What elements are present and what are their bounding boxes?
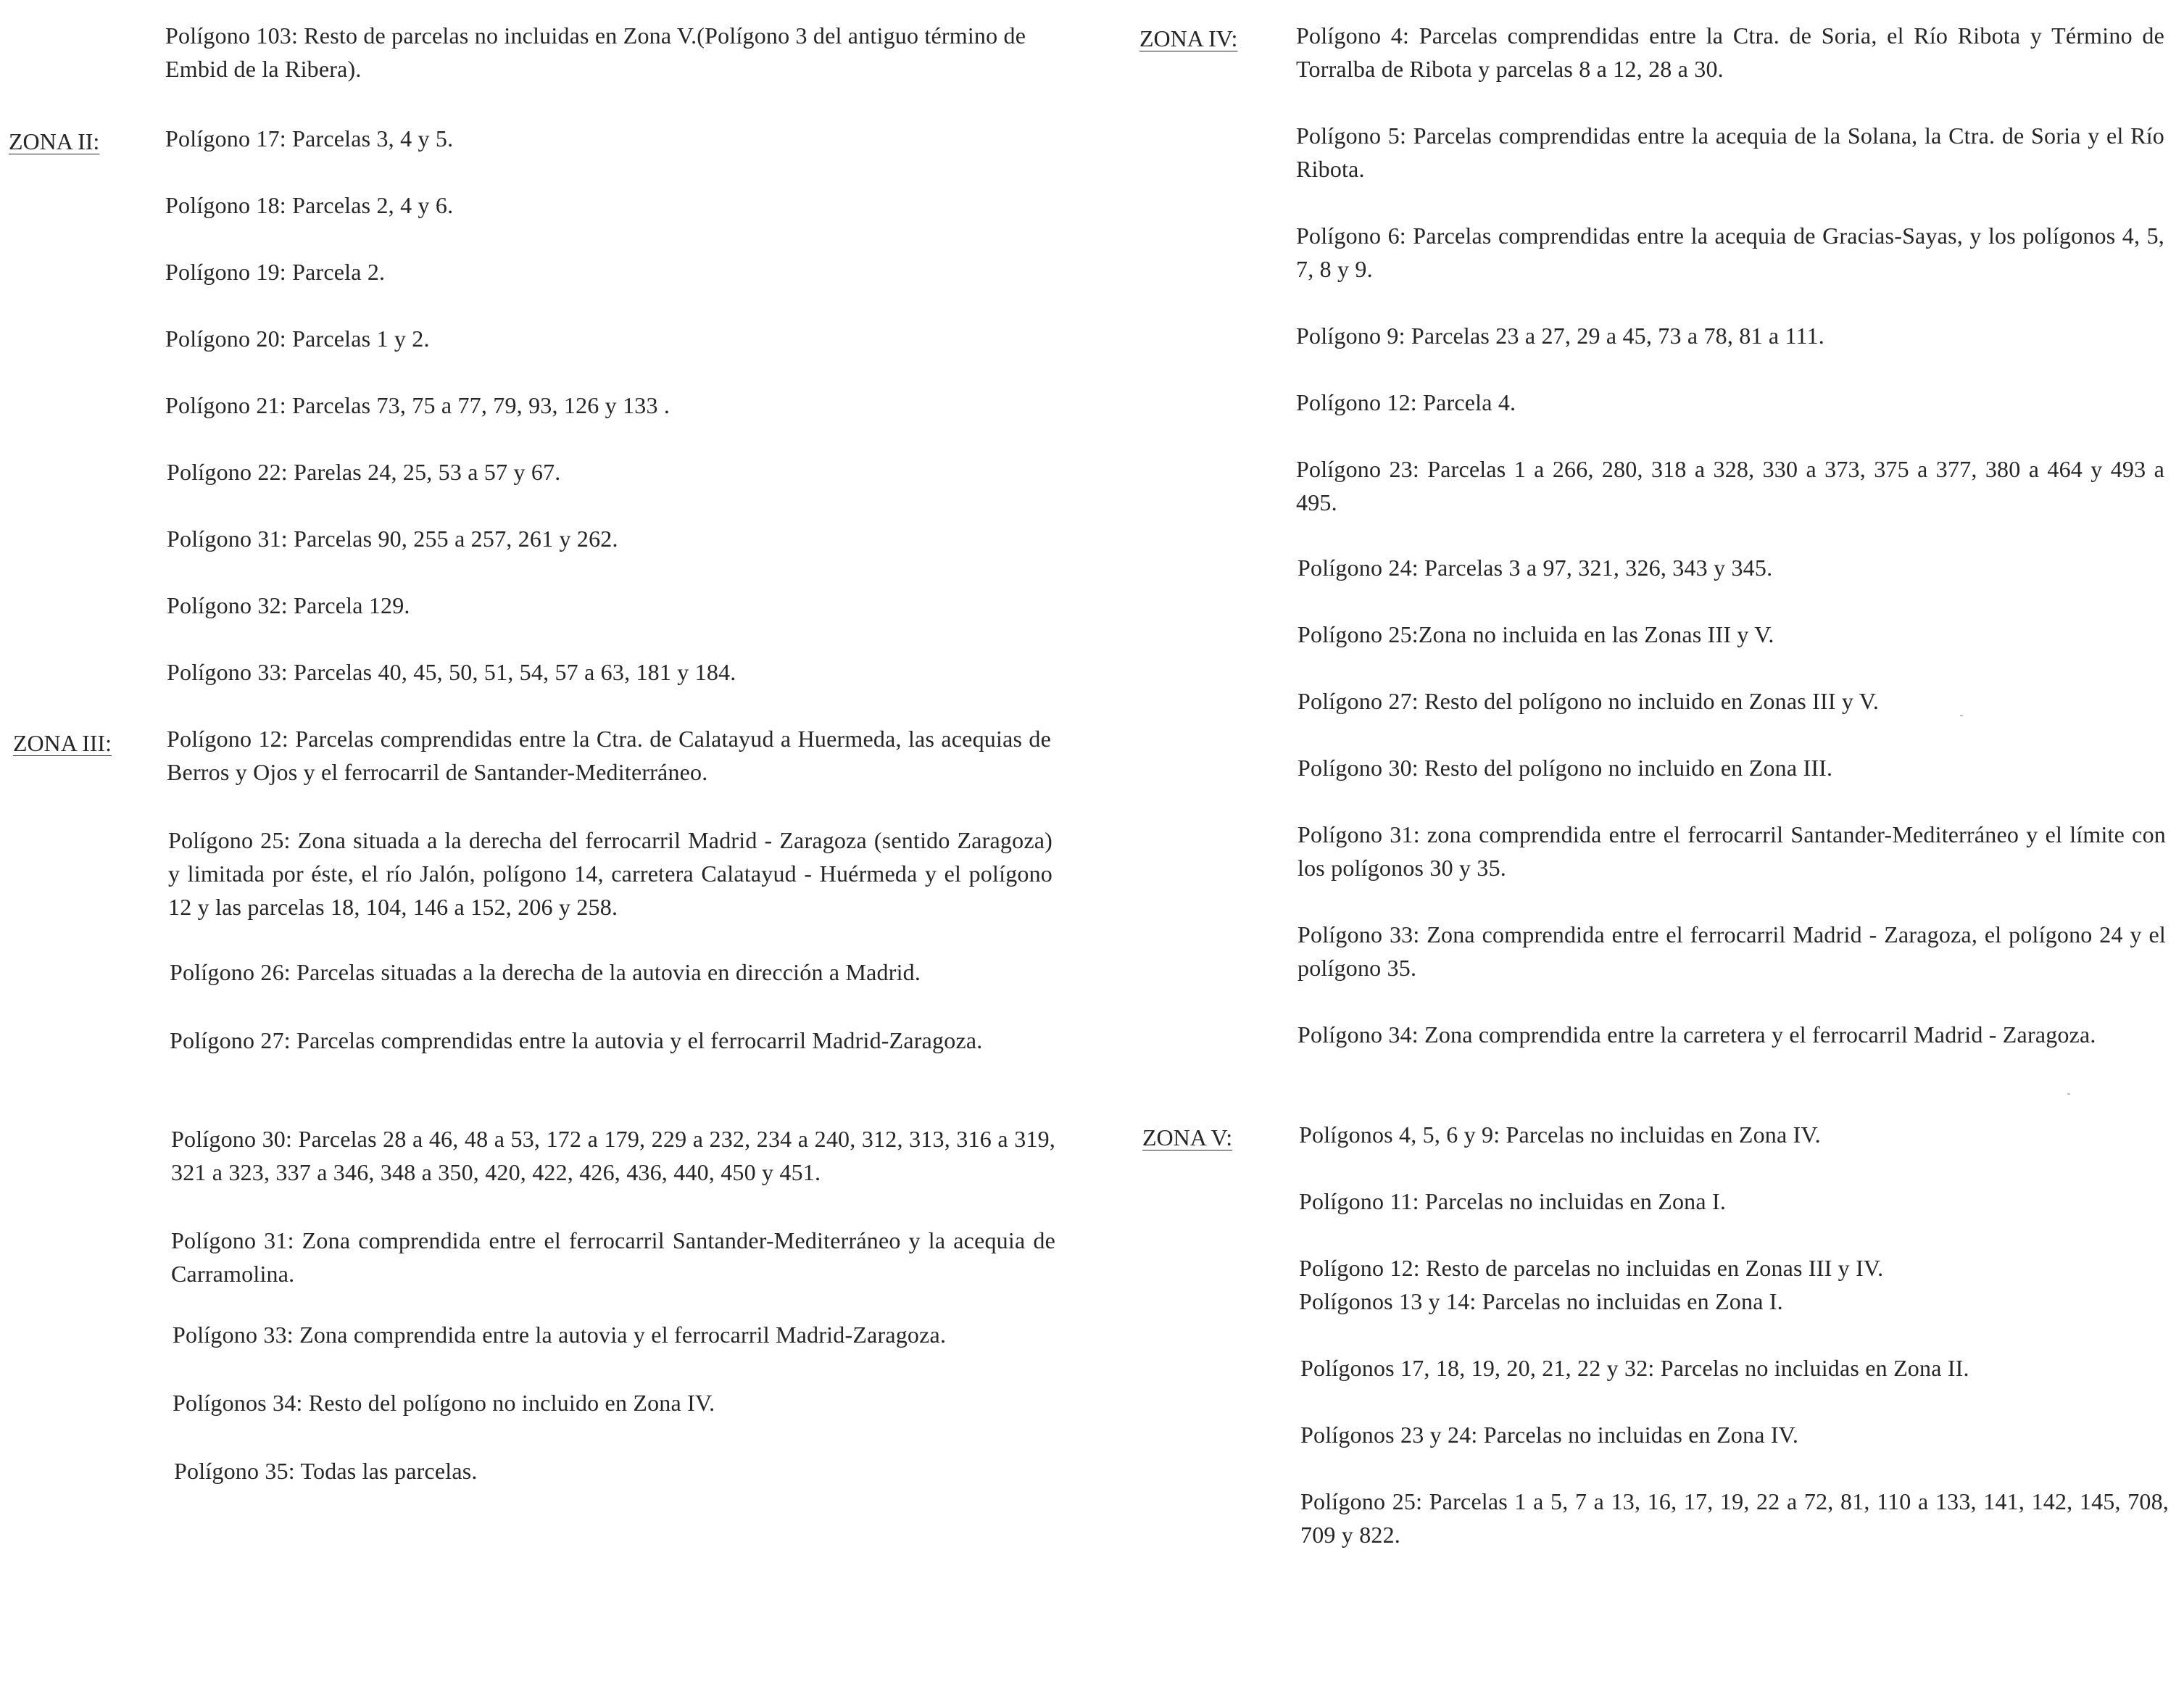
zona-ii-entry: Polígono 17: Parcelas 3, 4 y 5. [165,125,454,152]
zona-ii-entry: Polígono 21: Parcelas 73, 75 a 77, 79, 93, 126 y 133 . [165,392,670,418]
zona-iv-entry: Polígono 27: Resto del polígono no incluido en Zonas III y V. [1297,688,1880,714]
poligono-103-entry: Polígono 103: Resto de parcelas no incluidas en Zona V.(Polígono 3 del antiguo término de Embid de la Ribera). [165,22,1026,82]
zona-iv-entry: Polígono 9: Parcelas 23 a 27, 29 a 45, 73 a 78, 81 a 111. [1296,323,1824,349]
zona-ii-entry: Polígono 32: Parcela 129. [167,592,410,618]
zona-v-entry: Polígonos 23 y 24: Parcelas no incluidas en Zona IV. [1300,1422,1799,1448]
zona-ii-entry: Polígono 20: Parcelas 1 y 2. [165,326,430,352]
zona-v-entry: Polígonos 13 y 14: Parcelas no incluidas en Zona I. [1299,1288,1783,1314]
zona-ii-entry: Polígono 33: Parcelas 40, 45, 50, 51, 54, 57 a 63, 181 y 184. [167,659,736,685]
zona-iii-entry: Polígono 12: Parcelas comprendidas entre la Ctra. de Calatayud a Huermeda, las acequias de Berros y Ojos y el ferrocarril de Santander-Mediterráneo. [167,726,1051,785]
zona-iv-entry: Polígono 6: Parcelas comprendidas entre la acequia de Gracias-Sayas, y los polígonos 4, 5, 7, 8 y 9. [1296,223,2164,282]
zona-v-entry: Polígono 25: Parcelas 1 a 5, 7 a 13, 16, 17, 19, 22 a 72, 81, 110 a 133, 141, 142, 145, 708, 709 y 822. [1300,1488,2169,1548]
zona-iii-entry: Polígonos 34: Resto del polígono no incluido en Zona IV. [173,1390,715,1416]
zona-iv-entry: Polígono 23: Parcelas 1 a 266, 280, 318 a 328, 330 a 373, 375 a 377, 380 a 464 y 493 a 495. [1296,456,2164,515]
zona-iv-entry: Polígono 12: Parcela 4. [1296,389,1516,415]
zona-iv-entry: Polígono 5: Parcelas comprendidas entre la acequia de la Solana, la Ctra. de Soria y el Río Ribota. [1296,123,2164,182]
zona-iii-entry: Polígono 35: Todas las parcelas. [174,1458,478,1484]
scan-speck [1960,715,1963,716]
zona-iv-entry: Polígono 24: Parcelas 3 a 97, 321, 326, 343 y 345. [1297,555,1773,581]
zona-iii-entry: Polígono 30: Parcelas 28 a 46, 48 a 53, 172 a 179, 229 a 232, 234 a 240, 312, 313, 316 a 319, 321 a 323, 337 a 346, 348 a 350, 420, 422, 426, 436, 440, 450 y 451. [171,1126,1055,1185]
zona-iv-entry: Polígono 34: Zona comprendida entre la carretera y el ferrocarril Madrid - Zaragoza. [1297,1021,2096,1048]
zona-iii-entry: Polígono 26: Parcelas situadas a la derecha de la autovia en dirección a Madrid. [170,959,921,985]
scan-speck [2067,1093,2070,1095]
zona-iv-entry: Polígono 31: zona comprendida entre el ferrocarril Santander-Mediterráneo y el límite con los polígonos 30 y 35. [1297,821,2166,881]
zona-ii-entry: Polígono 22: Parelas 24, 25, 53 a 57 y 67. [167,459,561,485]
zona-v-entry: Polígonos 17, 18, 19, 20, 21, 22 y 32: Parcelas no incluidas en Zona II. [1300,1355,1969,1381]
zona-v-entry: Polígonos 4, 5, 6 y 9: Parcelas no incluidas en Zona IV. [1299,1121,1821,1148]
zona-iv-entry: Polígono 30: Resto del polígono no incluido en Zona III. [1297,755,1833,781]
zona-v-entry: Polígono 12: Resto de parcelas no incluidas en Zonas III y IV. [1299,1255,1884,1281]
zona-ii-entry: Polígono 18: Parcelas 2, 4 y 6. [165,192,454,218]
zona-iv-entry: Polígono 25:Zona no incluida en las Zonas III y V. [1297,621,1774,647]
zona-ii-entry: Polígono 31: Parcelas 90, 255 a 257, 261 y 262. [167,526,618,552]
zona-v-label: ZONA V: [1142,1124,1233,1150]
zona-iv-entry: Polígono 33: Zona comprendida entre el ferrocarril Madrid - Zaragoza, el polígono 24 y el polígono 35. [1297,921,2166,981]
zona-iii-entry: Polígono 33: Zona comprendida entre la autovia y el ferrocarril Madrid-Zaragoza. [173,1322,947,1348]
zona-v-entry: Polígono 11: Parcelas no incluidas en Zona I. [1299,1188,1727,1214]
zona-iii-entry: Polígono 25: Zona situada a la derecha del ferrocarril Madrid - Zaragoza (sentido Zaragoza) y limitada por éste, el río Jalón, polígono 14, carretera Calatayud - Huérmeda y el polígono 12 y las parcelas 18, 104, 146 a 152, 206 y 258. [168,827,1052,920]
zona-iv-label: ZONA IV: [1139,25,1238,51]
zona-iv-entry: Polígono 4: Parcelas comprendidas entre la Ctra. de Soria, el Río Ribota y Término de Torralba de Ribota y parcelas 8 a 12, 28 a 30. [1296,22,2164,82]
zona-ii-entry: Polígono 19: Parcela 2. [165,259,386,285]
zona-iii-entry: Polígono 27: Parcelas comprendidas entre la autovia y el ferrocarril Madrid-Zaragoza. [170,1027,983,1053]
zona-iii-label: ZONA III: [13,730,112,756]
zona-iii-entry: Polígono 31: Zona comprendida entre el ferrocarril Santander-Mediterráneo y la acequia de Carramolina. [171,1227,1055,1287]
zona-ii-label: ZONA II: [9,128,100,154]
